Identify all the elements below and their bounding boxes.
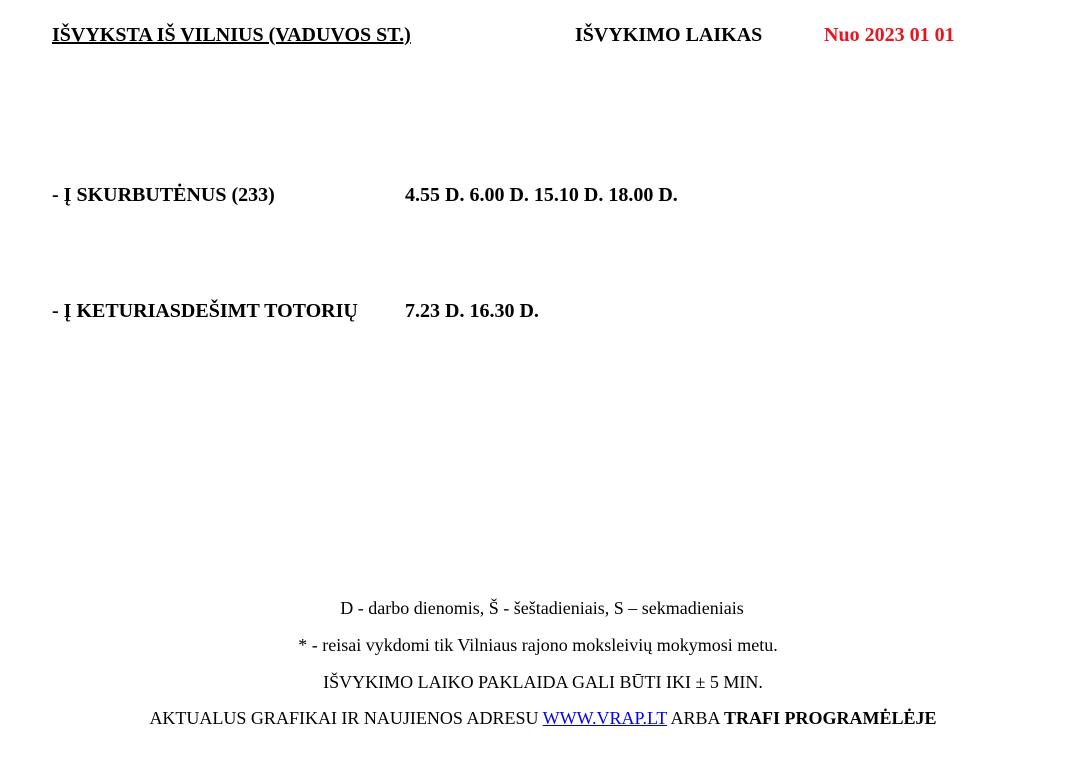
info-or: ARBA [670, 708, 720, 728]
route-departure-times: 7.23 D. 16.30 D. [405, 300, 539, 322]
route-departure-times: 4.55 D. 6.00 D. 15.10 D. 18.00 D. [405, 184, 678, 206]
departure-time-heading: IŠVYKIMO LAIKAS [575, 24, 763, 46]
valid-from-date: Nuo 2023 01 01 [824, 24, 955, 46]
trafi-app-mention: TRAFI PROGRAMĖLĖJE [724, 708, 937, 728]
departure-station-title: IŠVYKSTA IŠ VILNIUS (VADUVOS ST.) [52, 24, 411, 46]
info-prefix: AKTUALUS GRAFIKAI IR NAUJIENOS ADRESU [149, 708, 539, 728]
school-trips-note: * - reisai vykdomi tik Vilniaus rajono moksleivių mokymosi metu. [298, 635, 778, 655]
vrap-website-link[interactable]: WWW.VRAP.LT [542, 708, 667, 728]
accuracy-note: IŠVYKIMO LAIKO PAKLAIDA GALI BŪTI IKI ± 5 MIN. [323, 672, 763, 692]
day-legend: D - darbo dienomis, Š - šeštadieniais, S – sekmadieniais [340, 598, 744, 618]
route-destination: - Į KETURIASDEŠIMT TOTORIŲ [52, 300, 358, 322]
info-line [5, 708, 1076, 729]
route-destination: - Į SKURBUTĖNUS (233) [52, 184, 275, 206]
